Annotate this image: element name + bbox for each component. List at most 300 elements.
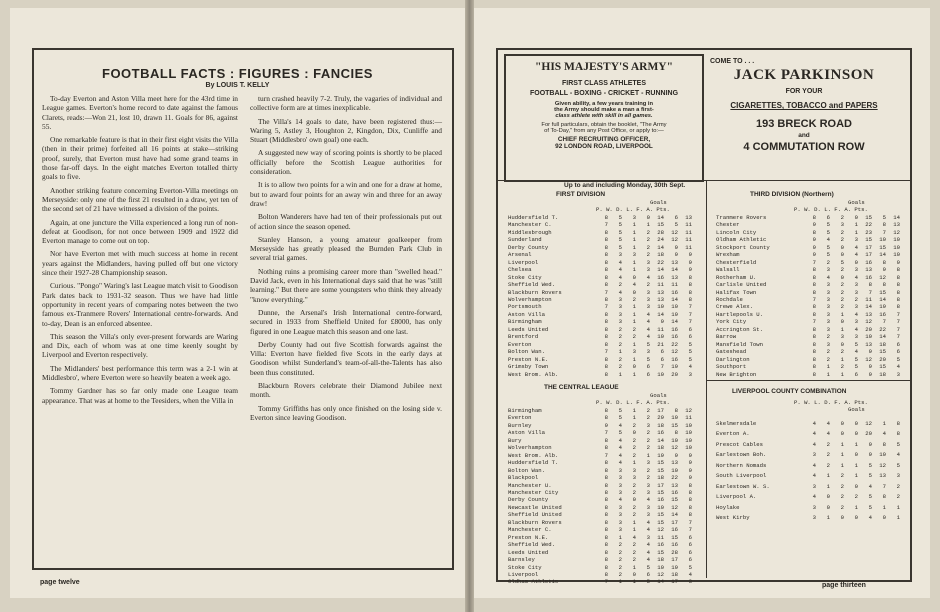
stat-cell: 3 [618, 318, 622, 326]
stat-cell: 3 [646, 295, 650, 303]
stat-cell: 16 [865, 258, 872, 266]
stat-cell: 1 [854, 221, 858, 229]
table-row [716, 266, 900, 273]
stat-cell: 28 [671, 548, 678, 556]
stat-cell: 9 [812, 243, 816, 251]
stat-cell: 6 [660, 355, 664, 363]
team-name: Walsall [716, 266, 740, 274]
stat-cell: 15 [657, 221, 664, 229]
stat-cell: 14 [657, 578, 664, 586]
team-name: Huddersfield T. [508, 459, 559, 467]
stat-cell: 10 [685, 444, 692, 452]
stat-cell: 4 [646, 541, 650, 549]
stat-cell: 4 [896, 363, 900, 371]
team-name: Grimsby Town [508, 363, 549, 371]
team-name: Rotherham U. [716, 273, 757, 281]
stat-cell: 3 [618, 303, 622, 311]
stat-cell: 5 [618, 236, 622, 244]
stat-cell: 4 [618, 496, 622, 504]
table-row [716, 460, 900, 471]
article-paragraph: Blackburn Rovers celebrate their Diamond Jubilee next month. [250, 381, 442, 400]
stat-cell: 5 [868, 472, 872, 480]
stat-cell: 8 [688, 481, 692, 489]
stat-cell: 3 [826, 295, 830, 303]
article-title: FOOTBALL FACTS : FIGURES : FANCIES [102, 66, 373, 81]
stat-cell: 15 [657, 511, 664, 519]
stat-cell: 13 [865, 340, 872, 348]
stat-cell: 4 [618, 451, 622, 459]
stat-cell: 6 [854, 370, 858, 378]
stat-cell: 2 [896, 482, 900, 490]
stat-cell: 4 [646, 325, 650, 333]
stat-cell: 2 [618, 563, 622, 571]
stat-cell: 6 [688, 548, 692, 556]
stat-cell: 1 [826, 370, 830, 378]
stat-cell: 7 [604, 348, 608, 356]
stat-cell: 0 [826, 493, 830, 501]
table-row [716, 492, 900, 503]
stat-cell: 3 [632, 466, 636, 474]
stat-cell: 12 [685, 407, 692, 414]
team-name: Bolton Wan. [508, 348, 545, 356]
team-name: New Brighton [716, 370, 757, 378]
team-name: Blackburn Rovers [508, 288, 562, 296]
stat-cell: 11 [657, 533, 664, 541]
table-row [508, 511, 692, 518]
stat-cell: 2 [826, 440, 830, 448]
team-name: Manchester U. [508, 481, 552, 489]
stat-cell: 15 [879, 243, 886, 251]
stat-cell: 8 [604, 414, 608, 422]
stat-cell: 9 [674, 251, 678, 259]
stat-cell: 7 [812, 295, 816, 303]
stat-cell: 10 [671, 303, 678, 311]
stat-cell: 22 [879, 325, 886, 333]
stat-cell: 4 [618, 444, 622, 452]
stat-cell: 5 [688, 355, 692, 363]
stat-cell: 2 [826, 258, 830, 266]
stat-cell: 2 [646, 243, 650, 251]
parkinson-ad-line6: and [798, 132, 810, 139]
stat-cell: 8 [812, 281, 816, 289]
team-name: Oldham Athletic [716, 236, 767, 244]
stat-cell: 8 [882, 258, 886, 266]
stat-cell: 16 [657, 496, 664, 504]
article-paragraph: Nothing ruins a promising career more than "swelled head." David Jack, even in his International days said that he was "still learning." But there are some youngsters who think they already "know everything." [250, 266, 442, 304]
table-row [508, 519, 692, 526]
stat-cell: 10 [657, 503, 664, 511]
stat-cell: 9 [688, 251, 692, 259]
stat-cell: 20 [865, 430, 872, 438]
stat-cell: 7 [882, 228, 886, 236]
article-paragraph: Again, at one juncture the Villa experienced a long run of non-defeat at Goodison, for not once between 1909 and 1922 did Everton manage to come out on top. [42, 217, 238, 246]
stat-cell: 16 [671, 355, 678, 363]
county-combination-col-header: P. W. L. D. F. A. Pts. [794, 399, 868, 406]
stat-cell: 15 [657, 548, 664, 556]
team-name: Southport [716, 363, 747, 371]
stat-cell: 8 [604, 258, 608, 266]
stat-cell: 19 [671, 363, 678, 371]
stat-cell: 8 [604, 436, 608, 444]
team-name: Earlestown Boh. [716, 451, 767, 459]
stat-cell: 8 [812, 333, 816, 341]
stat-cell: 11 [685, 236, 692, 244]
stat-cell: 7 [896, 325, 900, 333]
stat-cell: 5 [826, 243, 830, 251]
stat-cell: 19 [671, 310, 678, 318]
team-name: Derby County [508, 496, 549, 504]
stat-cell: 22 [657, 258, 664, 266]
army-ad-title: "HIS MAJESTY'S ARMY" [534, 61, 673, 73]
army-ad-line4: the Army should make a man a first- [554, 107, 654, 113]
stat-cell: 3 [826, 266, 830, 274]
parkinson-ad-line4: CIGARETTES, TOBACCO and PAPERS [730, 101, 878, 110]
stat-cell: 4 [632, 533, 636, 541]
stat-cell: 2 [840, 348, 844, 356]
stat-cell: 16 [671, 541, 678, 549]
team-name: Burnley [508, 421, 532, 429]
team-name: Gateshead [716, 348, 747, 356]
table-row [508, 549, 692, 556]
team-name: Wrexham [716, 251, 740, 259]
stat-cell: 0 [854, 482, 858, 490]
table-row [716, 281, 900, 288]
stat-cell: 2 [632, 421, 636, 429]
stat-cell: 2 [618, 340, 622, 348]
stat-cell: 8 [604, 281, 608, 289]
table-row [508, 259, 692, 266]
article-paragraph: It is to allow two points for a win and one for a draw at home, but to award four points for an away win and three for an away draw! [250, 180, 442, 208]
stat-cell: 0 [632, 363, 636, 371]
first-division-goals-label: Goals [650, 199, 667, 206]
stat-cell: 9 [688, 451, 692, 459]
stat-cell: 11 [657, 325, 664, 333]
stat-cell: 17 [865, 251, 872, 259]
stat-cell: 2 [646, 444, 650, 452]
stat-cell: 8 [688, 488, 692, 496]
stat-cell: 8 [688, 273, 692, 281]
stat-cell: 3 [826, 288, 830, 296]
stat-cell: 3 [618, 474, 622, 482]
stat-cell: 3 [618, 481, 622, 489]
stat-cell: 0 [632, 496, 636, 504]
stat-cell: 1 [840, 440, 844, 448]
stat-cell: 15 [671, 496, 678, 504]
stat-cell: 2 [840, 295, 844, 303]
book-spine [465, 0, 474, 612]
team-name: Bury [508, 436, 522, 444]
team-name: Blackburn Rovers [508, 518, 562, 526]
table-row [508, 221, 692, 228]
stat-cell: 8 [604, 355, 608, 363]
stat-cell: 6 [688, 541, 692, 549]
stat-cell: 16 [657, 541, 664, 549]
stat-cell: 0 [854, 419, 858, 427]
stat-cell: 2 [618, 325, 622, 333]
stat-cell: 3 [826, 303, 830, 311]
army-advert [504, 54, 704, 182]
stat-cell: 4 [812, 472, 816, 480]
stat-cell: 2 [646, 414, 650, 422]
table-row [716, 326, 900, 333]
article-byline: By LOUIS T. KELLY [205, 82, 270, 89]
team-name: Carlisle United [716, 281, 767, 289]
stat-cell: 8 [604, 488, 608, 496]
stat-cell: 1 [826, 472, 830, 480]
stat-cell: 3 [826, 281, 830, 289]
stat-cell: 10 [671, 414, 678, 422]
stat-cell: 0 [840, 273, 844, 281]
stat-cell: 2 [632, 436, 636, 444]
stat-cell: 2 [618, 548, 622, 556]
stat-cell: 10 [685, 421, 692, 429]
stat-cell: 6 [674, 214, 678, 221]
table-row [508, 214, 692, 221]
stat-cell: 5 [854, 355, 858, 363]
stat-cell: 14 [657, 243, 664, 251]
stat-cell: 8 [604, 496, 608, 504]
article-paragraph: A suggested new way of scoring points is shortly to be placed officially before the Scottish League authorities for consideration. [250, 148, 442, 177]
stat-cell: 8 [812, 340, 816, 348]
stat-cell: 10 [893, 236, 900, 244]
stat-cell: 3 [688, 578, 692, 586]
stat-cell: 9 [688, 466, 692, 474]
stat-cell: 10 [879, 236, 886, 244]
stat-cell: 4 [646, 548, 650, 556]
team-name: Brentford [508, 333, 539, 341]
team-name: Rochdale [716, 295, 743, 303]
table-row [716, 363, 900, 370]
stat-cell: 0 [854, 258, 858, 266]
stat-cell: 1 [632, 526, 636, 534]
stat-cell: 2 [646, 436, 650, 444]
stat-cell: 2 [646, 474, 650, 482]
stat-cell: 7 [604, 221, 608, 229]
stat-cell: 8 [604, 459, 608, 467]
stat-cell: 22 [865, 221, 872, 229]
stat-cell: 1 [632, 370, 636, 378]
stat-cell: 2 [618, 541, 622, 549]
stat-cell: 2 [840, 303, 844, 311]
team-name: Oldham Athletic [508, 578, 559, 586]
table-row [716, 429, 900, 440]
stat-cell: 0 [632, 570, 636, 578]
stat-cell: 1 [632, 407, 636, 414]
stat-cell: 1 [840, 451, 844, 459]
article-paragraph: To-day Everton and Aston Villa meet here for the 43rd time in League games. Everton's home record to date against the famous Clarets, reads:—Won 21, lost 10, drawn 11. Goals for 86, against 55. [42, 94, 238, 131]
stat-cell: 19 [657, 451, 664, 459]
stat-cell: 21 [657, 340, 664, 348]
stat-cell: 3 [618, 488, 622, 496]
stat-cell: 2 [618, 363, 622, 371]
stat-cell: 6 [646, 363, 650, 371]
table-row [508, 289, 692, 296]
team-name: Arsenal [508, 251, 532, 259]
stat-cell: 9 [868, 363, 872, 371]
stat-cell: 1 [632, 266, 636, 274]
stat-cell: 13 [685, 214, 692, 221]
stat-cell: 5 [882, 214, 886, 221]
left-page [10, 8, 465, 598]
stat-cell: 3 [840, 221, 844, 229]
stat-cell: 1 [632, 459, 636, 467]
stat-cell: 17 [865, 243, 872, 251]
right-page [474, 8, 930, 598]
stat-cell: 3 [826, 340, 830, 348]
table-row [508, 251, 692, 258]
team-name: Wolverhampton [508, 295, 552, 303]
stat-cell: 15 [657, 466, 664, 474]
stat-cell: 1 [840, 325, 844, 333]
stat-cell: 1 [632, 236, 636, 244]
stat-cell: 3 [646, 258, 650, 266]
stat-cell: 14 [671, 318, 678, 326]
table-row [508, 348, 692, 355]
stat-cell: 2 [646, 236, 650, 244]
stat-cell: 16 [671, 325, 678, 333]
stat-cell: 4 [688, 570, 692, 578]
stat-cell: 2 [646, 429, 650, 437]
stat-cell: 9 [688, 459, 692, 467]
stat-cell: 14 [879, 251, 886, 259]
stat-cell: 8 [604, 548, 608, 556]
article-paragraph: Curious. "Pongo" Waring's last League match visit to Goodison Park dates back to 1931-32 season. Thus we have had little opportunity in recent years of comparing notes between the two famous ex-Tranmere Rovers' International centre-forwards. And to-day, Dean is an enforced absentee. [42, 281, 238, 328]
stat-cell: 2 [840, 281, 844, 289]
team-name: Liverpool A. [716, 493, 757, 501]
stat-cell: 1 [854, 503, 858, 511]
table-row [716, 214, 900, 221]
parkinson-ad-line1: COME TO . . . [710, 58, 755, 65]
stat-cell: 9 [896, 258, 900, 266]
stat-cell: 8 [896, 288, 900, 296]
stat-cell: 17 [671, 556, 678, 564]
stat-cell: 2 [826, 451, 830, 459]
stat-cell: 2 [854, 493, 858, 501]
stat-cell: 4 [646, 310, 650, 318]
stat-cell: 1 [632, 258, 636, 266]
stat-cell: 9 [688, 266, 692, 274]
stat-cell: 4 [646, 556, 650, 564]
stat-cell: 9 [812, 251, 816, 259]
stat-cell: 9 [812, 236, 816, 244]
stat-cell: 6 [688, 333, 692, 341]
stat-cell: 7 [604, 451, 608, 459]
team-name: Everton [508, 340, 532, 348]
table-row [508, 482, 692, 489]
article-paragraph: Another striking feature concerning Everton-Villa meetings on Merseyside: only one of the first 21 resulted in a draw, yet ten of the second set of 21 have witnessed a division of the points. [42, 185, 238, 214]
stat-cell: 18 [657, 251, 664, 259]
article-paragraph: Nor have Everton met with much success at home in recent years against the Midlanders, having pulled off but one victory since their 1927-28 Championship season. [42, 249, 238, 278]
stat-cell: 8 [896, 303, 900, 311]
stat-cell: 5 [826, 251, 830, 259]
stat-cell: 1 [618, 348, 622, 356]
stat-cell: 2 [632, 481, 636, 489]
table-row [508, 244, 692, 251]
stat-cell: 8 [604, 370, 608, 378]
stat-cell: 3 [896, 472, 900, 480]
stat-cell: 8 [812, 303, 816, 311]
stat-cell: 11 [865, 295, 872, 303]
stat-cell: 3 [646, 503, 650, 511]
stat-cell: 0 [854, 514, 858, 522]
stat-cell: 3 [840, 333, 844, 341]
stat-cell: 4 [896, 451, 900, 459]
tables-date-line: Up to and including Monday, 30th Sept. [564, 182, 686, 189]
first-division-title: FIRST DIVISION [556, 191, 606, 198]
stat-cell: 6 [896, 340, 900, 348]
team-name: West Brom. Alb. [508, 370, 559, 378]
stat-cell: 13 [657, 295, 664, 303]
stat-cell: 3 [812, 503, 816, 511]
stat-cell: 5 [618, 243, 622, 251]
stat-cell: 2 [618, 281, 622, 289]
stat-cell: 2 [632, 444, 636, 452]
stat-cell: 7 [896, 333, 900, 341]
stat-cell: 5 [854, 363, 858, 371]
stat-cell: 3 [618, 295, 622, 303]
table-row [508, 296, 692, 303]
stat-cell: 7 [604, 429, 608, 437]
stat-cell: 5 [896, 355, 900, 363]
stat-cell: 1 [632, 414, 636, 422]
stat-cell: 19 [671, 563, 678, 571]
stat-cell: 7 [896, 310, 900, 318]
stat-cell: 10 [893, 243, 900, 251]
team-name: Newcastle United [508, 503, 562, 511]
team-name: Aston Villa [508, 310, 545, 318]
team-name: Middlesbrough [508, 228, 552, 236]
stat-cell: 1 [618, 578, 622, 586]
stat-cell: 11 [685, 414, 692, 422]
stat-cell: 0 [854, 451, 858, 459]
army-ad-line8: CHIEF RECRUITING OFFICER, [557, 136, 651, 143]
table-row [716, 311, 900, 318]
stat-cell: 3 [632, 348, 636, 356]
stat-cell: 1 [632, 310, 636, 318]
table-row [716, 418, 900, 429]
table-row [508, 318, 692, 325]
parkinson-advert [706, 54, 902, 178]
table-row [508, 333, 692, 340]
stat-cell: 14 [657, 266, 664, 274]
army-ad-line7: of To-Day," from any Post Office, or apply to:— [544, 128, 664, 134]
stat-cell: 4 [854, 273, 858, 281]
stat-cell: 4 [826, 236, 830, 244]
stat-cell: 20 [865, 325, 872, 333]
stat-cell: 8 [688, 511, 692, 519]
table-row [716, 296, 900, 303]
stat-cell: 8 [882, 221, 886, 229]
team-name: Barnsley [508, 556, 535, 564]
stat-cell: 6 [896, 348, 900, 356]
stat-cell: 8 [604, 236, 608, 244]
team-name: Stoke City [508, 273, 542, 281]
stat-cell: 8 [896, 281, 900, 289]
article-paragraph: turn crashed heavily 7-2. Truly, the vagaries of individual and collective form are at times inexplicable. [250, 94, 442, 113]
team-name: Skelmersdale [716, 419, 757, 427]
stat-cell: 7 [688, 303, 692, 311]
stat-cell: 3 [632, 474, 636, 482]
stat-cell: 9 [674, 451, 678, 459]
team-name: Bolton Wan. [508, 466, 545, 474]
stat-cell: 1 [646, 451, 650, 459]
stat-cell: 1 [854, 228, 858, 236]
article-paragraph: Tommy Gardner has so far only made one League team appearance. That was at home to the Teesiders, when the Villa in [42, 386, 238, 405]
team-name: Huddersfield T. [508, 214, 559, 221]
table-row [508, 489, 692, 496]
stat-cell: 13 [865, 310, 872, 318]
stat-cell: 7 [688, 518, 692, 526]
